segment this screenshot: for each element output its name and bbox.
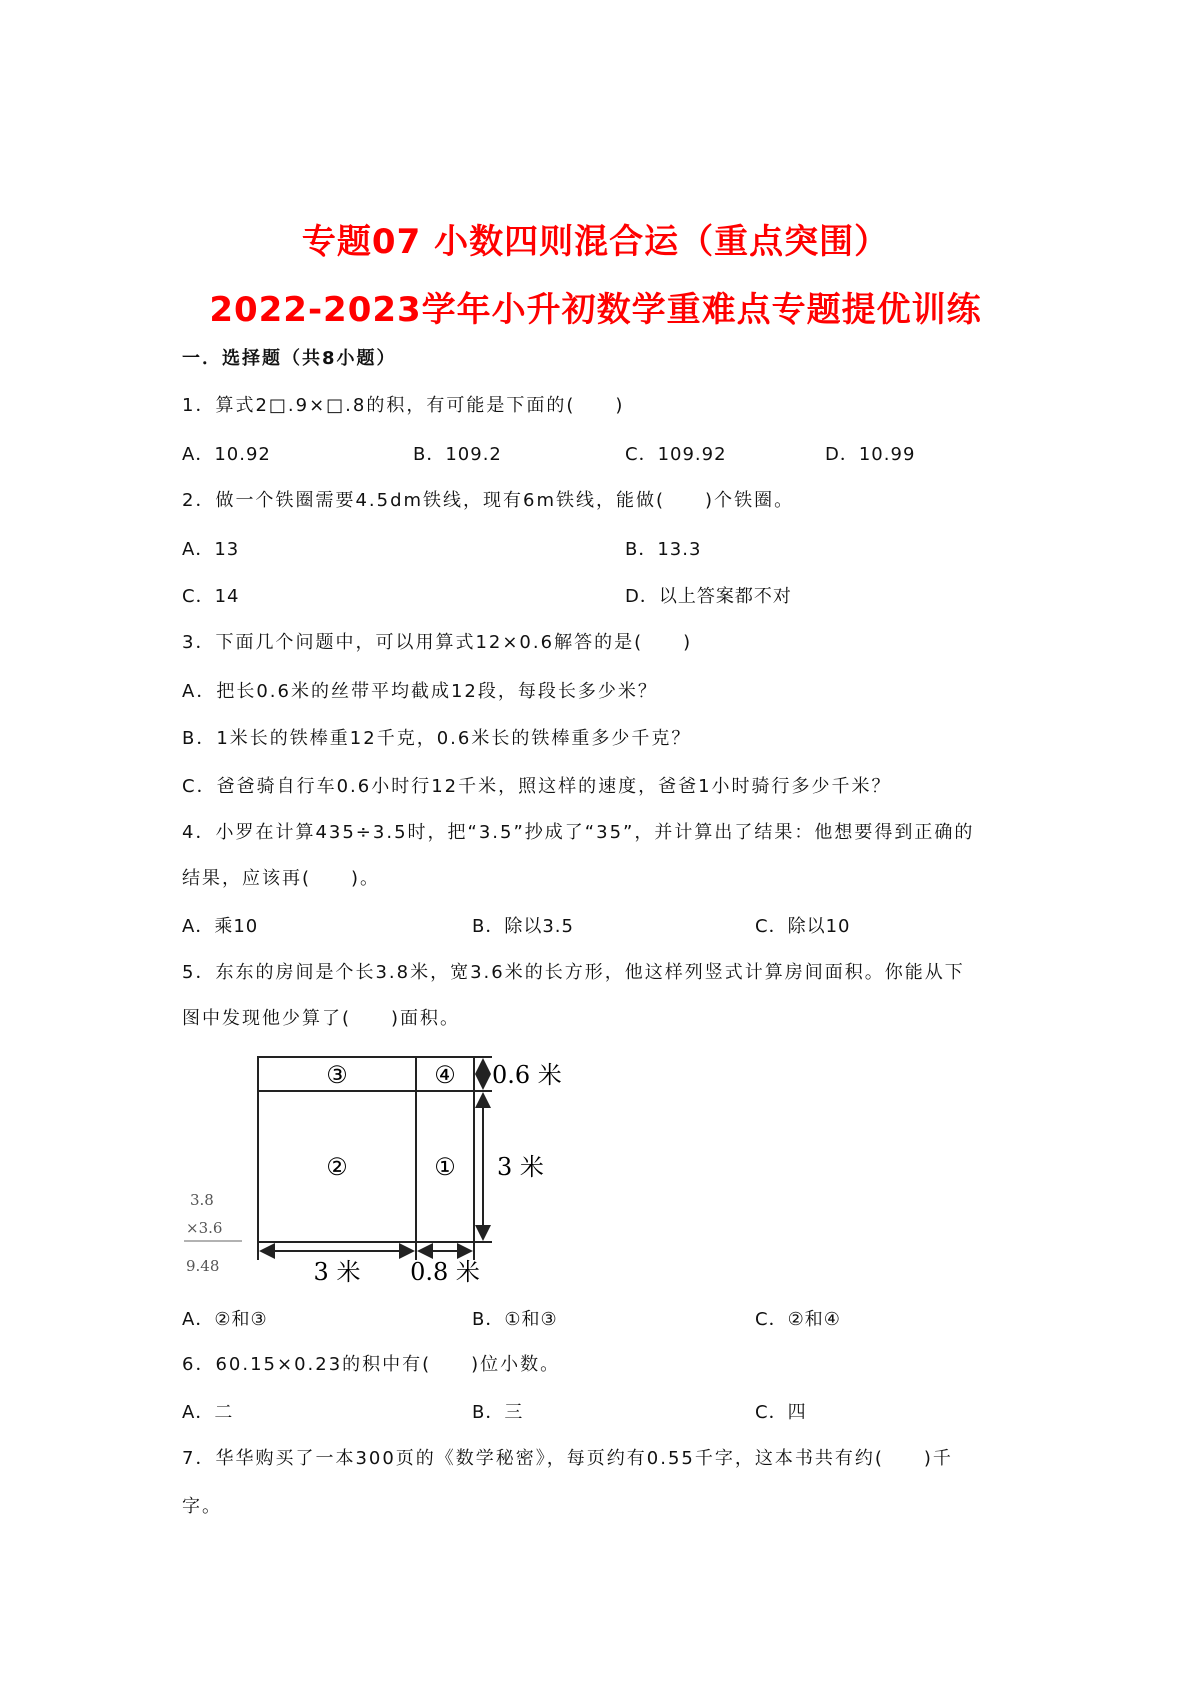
- question-6: 6．60.15×0.23的积中有( )位小数。: [182, 1354, 561, 1375]
- q5-option-a: A．②和③: [182, 1309, 268, 1330]
- calc-result: 9.48: [186, 1257, 220, 1275]
- q2-option-c: C．14: [182, 586, 240, 607]
- question-1: 1．算式2□.9×□.8的积，有可能是下面的( ): [182, 395, 625, 416]
- calc-line-1: 3.8: [190, 1191, 214, 1209]
- q3-option-a: A．把长0.6米的丝带平均截成12段，每段长多少米？: [182, 681, 658, 702]
- q6-option-b: B．三: [472, 1402, 524, 1423]
- q6-option-c: C．四: [755, 1402, 807, 1423]
- q4-option-c: C．除以10: [755, 916, 851, 937]
- q1-option-a: A．10.92: [182, 444, 271, 465]
- dim-3m-width: 3 米: [313, 1258, 361, 1285]
- region-2-label: ②: [326, 1153, 348, 1181]
- dim-0.6m: 0.6 米: [492, 1061, 562, 1089]
- question-5-cont: 图中发现他少算了( )面积。: [182, 1008, 461, 1029]
- title-line-1: 专题07 小数四则混合运（重点突围）: [301, 222, 890, 262]
- question-7-cont: 字。: [182, 1496, 222, 1517]
- q2-option-b: B．13.3: [625, 539, 702, 560]
- region-1-label: ①: [434, 1153, 456, 1181]
- title-line-2: 2022-2023学年小升初数学重难点专题提优训练: [209, 290, 982, 330]
- q6-option-a: A．二: [182, 1402, 234, 1423]
- question-2: 2．做一个铁圈需要4.5dm铁线，现有6m铁线，能做( )个铁圈。: [182, 490, 795, 511]
- q4-option-a: A．乘10: [182, 916, 259, 937]
- dim-0.8m: 0.8 米: [410, 1258, 480, 1285]
- question-4: 4．小罗在计算435÷3.5时，把“3.5”抄成了“35”，并计算出了结果：他想要得到正确的: [182, 822, 975, 843]
- calc-line-2: ×3.6: [186, 1219, 223, 1237]
- q1-option-b: B．109.2: [413, 444, 502, 465]
- dim-3m-height: 3 米: [497, 1153, 544, 1181]
- question-5: 5．东东的房间是个长3.8米，宽3.6米的长方形，他这样列竖式计算房间面积。你能从下: [182, 962, 965, 983]
- q4-option-b: B．除以3.5: [472, 916, 574, 937]
- region-3-label: ③: [326, 1061, 348, 1089]
- question-3: 3．下面几个问题中，可以用算式12×0.6解答的是( ): [182, 632, 693, 653]
- q1-option-c: C．109.92: [625, 444, 727, 465]
- rectangle-area-diagram: [182, 1045, 572, 1285]
- q5-option-c: C．②和④: [755, 1309, 841, 1330]
- q5-option-b: B．①和③: [472, 1309, 558, 1330]
- q3-option-c: C．爸爸骑自行车0.6小时行12千米，照这样的速度，爸爸1小时骑行多少千米？: [182, 776, 892, 797]
- q3-option-b: B．1米长的铁棒重12千克，0.6米长的铁棒重多少千克？: [182, 728, 692, 749]
- question-7: 7．华华购买了一本300页的《数学秘密》，每页约有0.55千字，这本书共有约( )千: [182, 1448, 953, 1469]
- q2-option-d: D．以上答案都不对: [625, 586, 792, 607]
- q1-option-d: D．10.99: [825, 444, 916, 465]
- region-4-label: ④: [434, 1061, 456, 1089]
- section-heading: 一．选择题（共8小题）: [182, 348, 397, 369]
- q2-option-a: A．13: [182, 539, 240, 560]
- question-4-cont: 结果，应该再( )。: [182, 868, 381, 889]
